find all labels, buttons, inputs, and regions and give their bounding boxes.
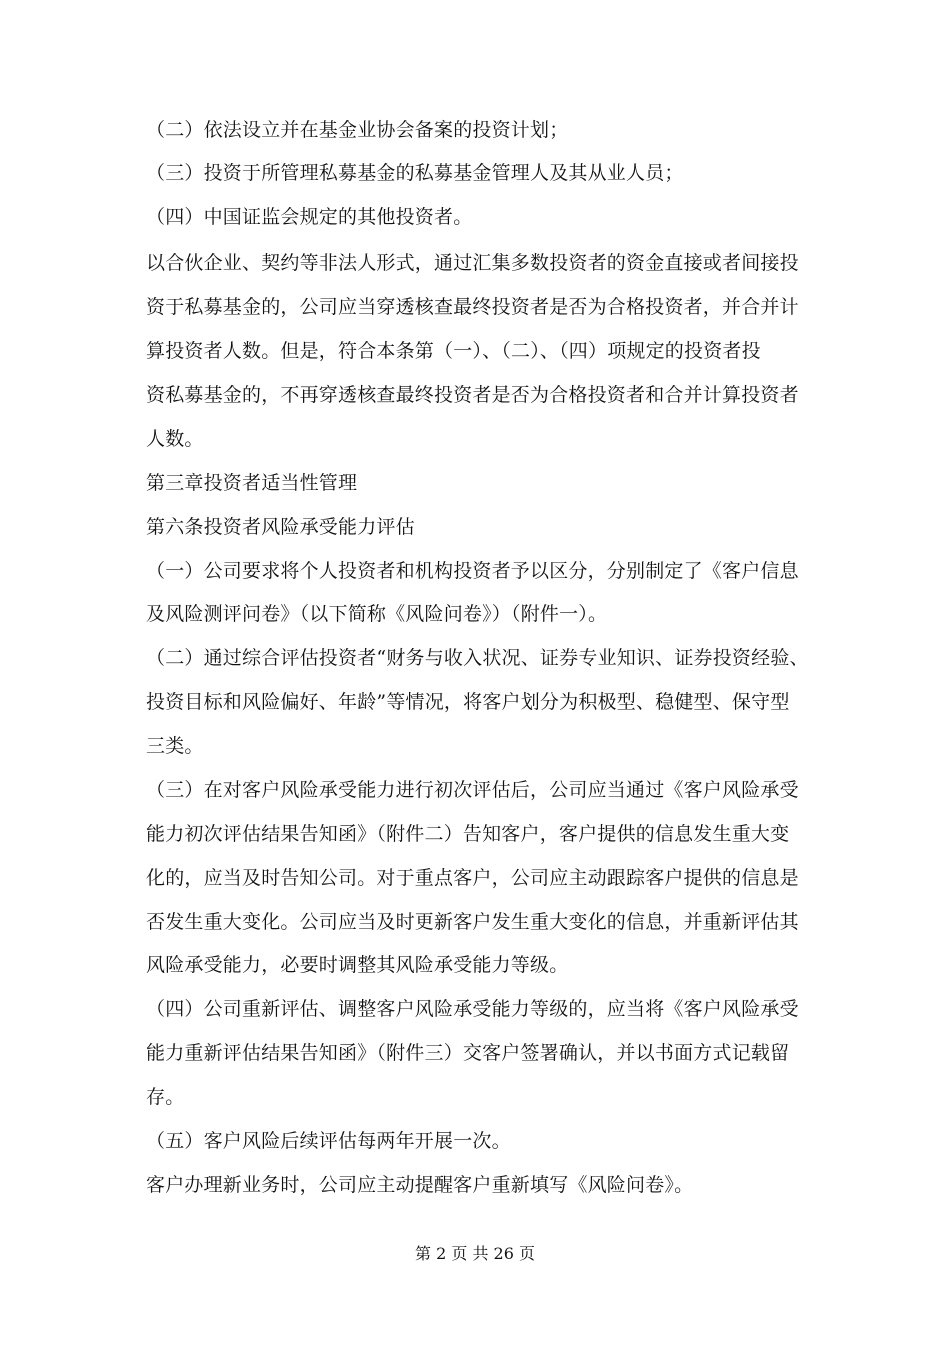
paragraph-line: （二）依法设立并在基金业协会备案的投资计划；	[146, 119, 569, 141]
paragraph-line: （一）公司要求将个人投资者和机构投资者予以区分，分别制定了《客户信息	[146, 560, 799, 582]
paragraph-line: （四）公司重新评估、调整客户风险承受能力等级的，应当将《客户风险承受	[146, 998, 799, 1020]
paragraph-line: 三类。	[146, 735, 204, 757]
paragraph-line: 资私募基金的，不再穿透核查最终投资者是否为合格投资者和合并计算投资者	[146, 384, 799, 406]
paragraph-line: 化的，应当及时告知公司。对于重点客户，公司应主动跟踪客户提供的信息是	[146, 867, 799, 889]
article-heading: 第六条投资者风险承受能力评估	[146, 516, 415, 538]
paragraph-line: 能力重新评估结果告知函》（附件三）交客户签署确认，并以书面方式记载留	[146, 1042, 790, 1064]
paragraph-line: 人数。	[146, 428, 204, 450]
paragraph-line: （三）在对客户风险承受能力进行初次评估后，公司应当通过《客户风险承受	[146, 779, 799, 801]
paragraph-line: 算投资者人数。但是，符合本条第（一）、（二）、（四）项规定的投资者投	[146, 340, 761, 362]
paragraph-line: 存。	[146, 1086, 185, 1108]
paragraph-line: 以合伙企业、契约等非法人形式，通过汇集多数投资者的资金直接或者间接投	[146, 252, 799, 274]
paragraph-line: 能力初次评估结果告知函》（附件二）告知客户，客户提供的信息发生重大变	[146, 823, 790, 845]
paragraph-line: （四）中国证监会规定的其他投资者。	[146, 206, 473, 228]
paragraph-line: （三）投资于所管理私募基金的私募基金管理人及其从业人员；	[146, 162, 684, 184]
paragraph-line: 资于私募基金的，公司应当穿透核查最终投资者是否为合格投资者，并合并计	[146, 296, 799, 318]
paragraph-line: （二）通过综合评估投资者“财务与收入状况、证券专业知识、证券投资经验、	[146, 647, 809, 669]
paragraph-line: 客户办理新业务时，公司应主动提醒客户重新填写《风险问卷》。	[146, 1174, 694, 1196]
page-footer: 第 2 页 共 26 页	[415, 1244, 535, 1263]
paragraph-line: 风险承受能力，必要时调整其风险承受能力等级。	[146, 954, 569, 976]
paragraph-line: 及风险测评问卷》（以下简称《风险问卷》）（附件一）。	[146, 603, 608, 625]
paragraph-line: （五）客户风险后续评估每两年开展一次。	[146, 1130, 511, 1152]
chapter-heading: 第三章投资者适当性管理	[146, 472, 358, 494]
paragraph-line: 投资目标和风险偏好、年龄”等情况，将客户划分为积极型、稳健型、保守型	[146, 691, 790, 713]
paragraph-line: 否发生重大变化。公司应当及时更新客户发生重大变化的信息，并重新评估其	[146, 911, 799, 933]
